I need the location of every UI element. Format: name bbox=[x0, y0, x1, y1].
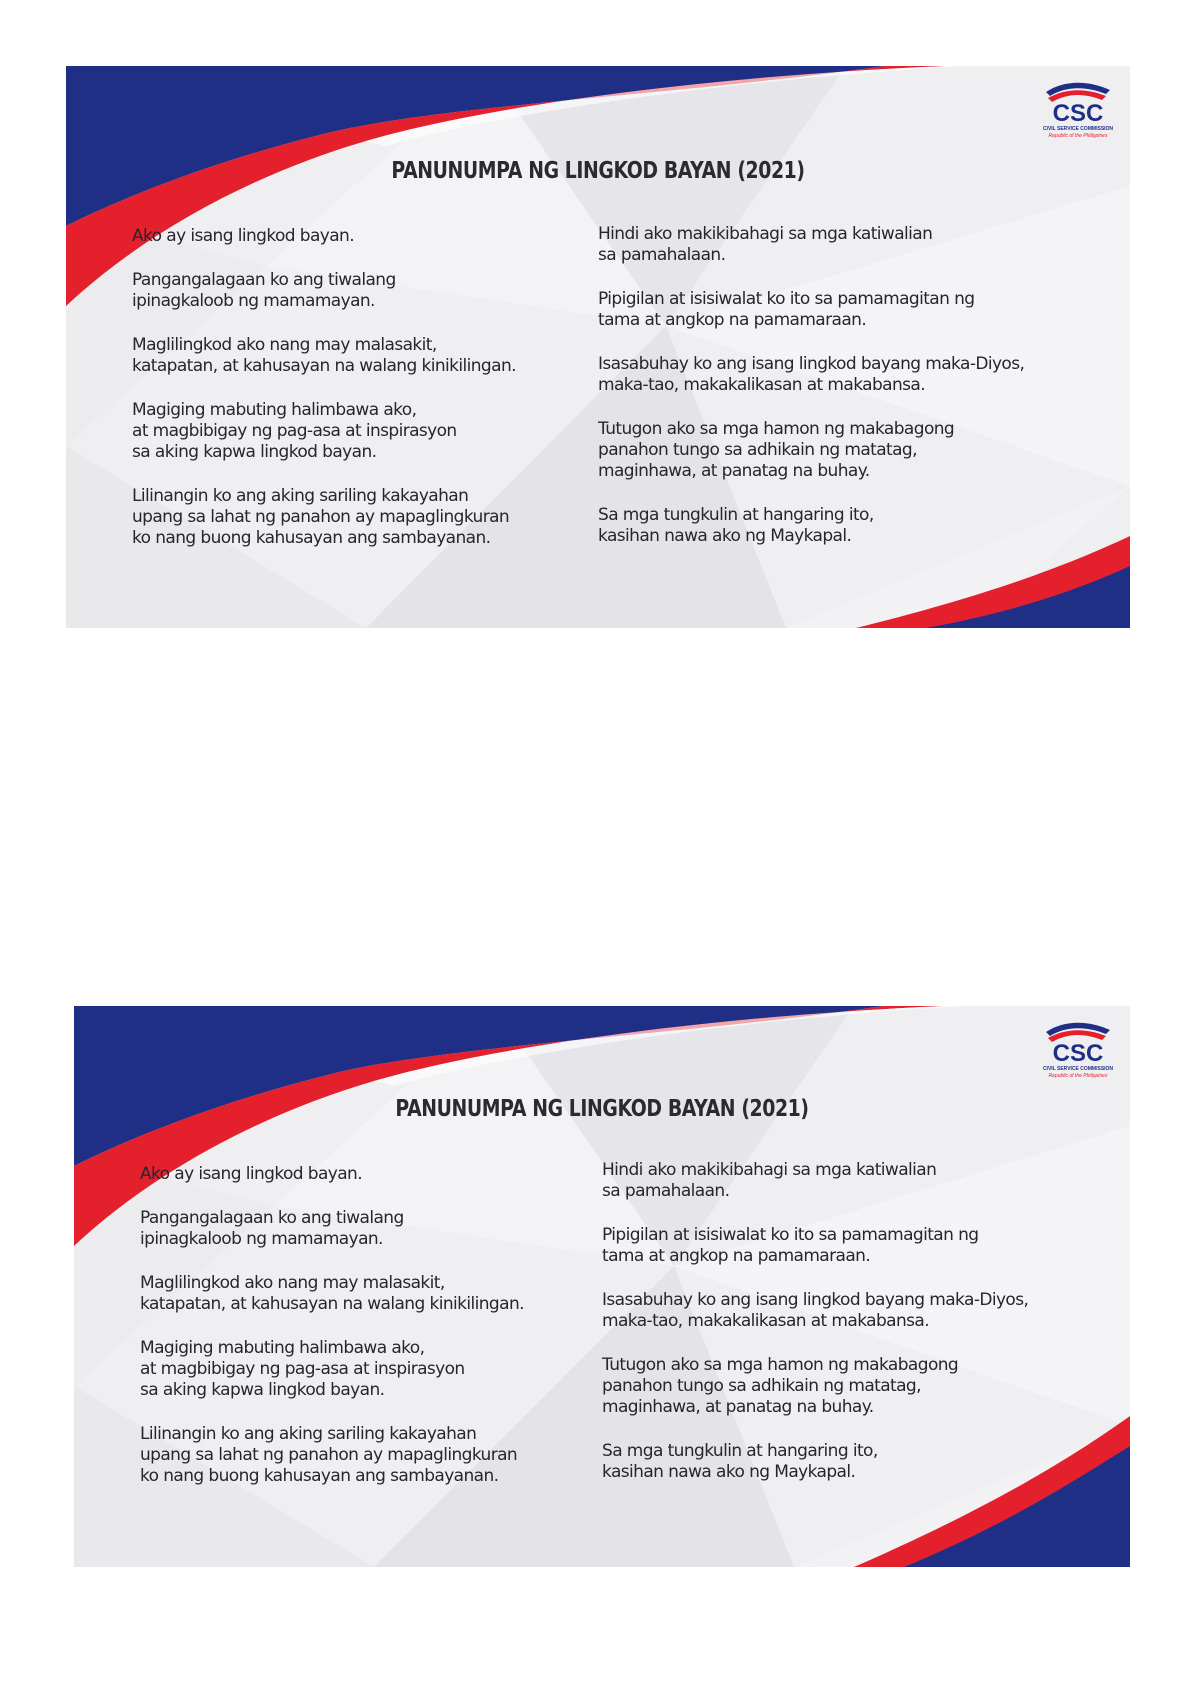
svg-text:Republic of the Philippines: Republic of the Philippines bbox=[1048, 133, 1108, 139]
oath-paragraph: Pangangalagaan ko ang tiwalang ipinagkaloob ng mamamayan. bbox=[140, 1208, 404, 1249]
oath-paragraph: Isasabuhay ko ang isang lingkod bayang maka-Diyos, maka-tao, makakalikasan at makabansa. bbox=[602, 1290, 1029, 1331]
csc-logo-art bbox=[1040, 1018, 1116, 1082]
oath-paragraph: Lilinangin ko ang aking sariling kakayahan upang sa lahat ng panahon ay mapaglingkuran ko nang buong kahusayan ang sambayanan. bbox=[140, 1424, 518, 1486]
oath-paragraph: Magiging mabuting halimbawa ako, at magbibigay ng pag-asa at inspirasyon sa aking kapwa lingkod bayan. bbox=[132, 400, 457, 462]
oath-paragraph: Hindi ako makikibahagi sa mga katiwalian sa pamahalaan. bbox=[602, 1160, 937, 1201]
oath-paragraph: Maglilingkod ako nang may malasakit, katapatan, at kahusayan na walang kinikilingan. bbox=[132, 335, 516, 376]
oath-title: PANUNUMPA NG LINGKOD BAYAN (2021) bbox=[391, 158, 805, 184]
oath-paragraph: Maglilingkod ako nang may malasakit, katapatan, at kahusayan na walang kinikilingan. bbox=[140, 1273, 524, 1314]
csc-logo-art bbox=[1040, 78, 1116, 142]
oath-paragraph: Sa mga tungkulin at hangaring ito, kasihan nawa ako ng Maykapal. bbox=[602, 1441, 878, 1482]
oath-paragraph: Tutugon ako sa mga hamon ng makabagong panahon tungo sa adhikain ng matatag, maginhawa, at panatag na buhay. bbox=[602, 1355, 959, 1417]
oath-paragraph: Tutugon ako sa mga hamon ng makabagong panahon tungo sa adhikain ng matatag, maginhawa, at panatag na buhay. bbox=[598, 419, 955, 481]
svg-text:CIVIL SERVICE COMMISSION: CIVIL SERVICE COMMISSION bbox=[1042, 1066, 1114, 1072]
oath-paragraph: Pipigilan at isisiwalat ko ito sa pamamagitan ng tama at angkop na pamamaraan. bbox=[598, 289, 975, 330]
oath-right-column bbox=[602, 1160, 1072, 1506]
svg-text:CIVIL SERVICE COMMISSION: CIVIL SERVICE COMMISSION bbox=[1042, 126, 1114, 132]
oath-paragraph: Isasabuhay ko ang isang lingkod bayang maka-Diyos, maka-tao, makakalikasan at makabansa. bbox=[598, 354, 1025, 395]
oath-card-2 bbox=[74, 1006, 1130, 1567]
oath-paragraph: Hindi ako makikibahagi sa mga katiwalian sa pamahalaan. bbox=[598, 224, 933, 265]
oath-paragraph: Magiging mabuting halimbawa ako, at magbibigay ng pag-asa at inspirasyon sa aking kapwa lingkod bayan. bbox=[140, 1338, 465, 1400]
oath-paragraph: Sa mga tungkulin at hangaring ito, kasihan nawa ako ng Maykapal. bbox=[598, 505, 874, 546]
csc-logo bbox=[1040, 78, 1116, 142]
oath-paragraph: Pipigilan at isisiwalat ko ito sa pamamagitan ng tama at angkop na pamamaraan. bbox=[602, 1225, 979, 1266]
svg-text:CSC: CSC bbox=[1052, 1040, 1104, 1067]
svg-text:Republic of the Philippines: Republic of the Philippines bbox=[1048, 1073, 1108, 1079]
oath-card-1 bbox=[66, 66, 1130, 628]
oath-paragraph: Pangangalagaan ko ang tiwalang ipinagkaloob ng mamamayan. bbox=[132, 270, 396, 311]
oath-left-column bbox=[140, 1164, 580, 1510]
oath-left-column bbox=[132, 226, 572, 572]
oath-paragraph: Lilinangin ko ang aking sariling kakayahan upang sa lahat ng panahon ay mapaglingkuran ko nang buong kahusayan ang sambayanan. bbox=[132, 486, 510, 548]
oath-right-column bbox=[598, 224, 1068, 570]
oath-paragraph: Ako ay isang lingkod bayan. bbox=[132, 226, 355, 246]
svg-text:CSC: CSC bbox=[1052, 100, 1104, 127]
oath-title: PANUNUMPA NG LINGKOD BAYAN (2021) bbox=[395, 1096, 809, 1122]
csc-logo bbox=[1040, 1018, 1116, 1082]
oath-paragraph: Ako ay isang lingkod bayan. bbox=[140, 1164, 363, 1184]
